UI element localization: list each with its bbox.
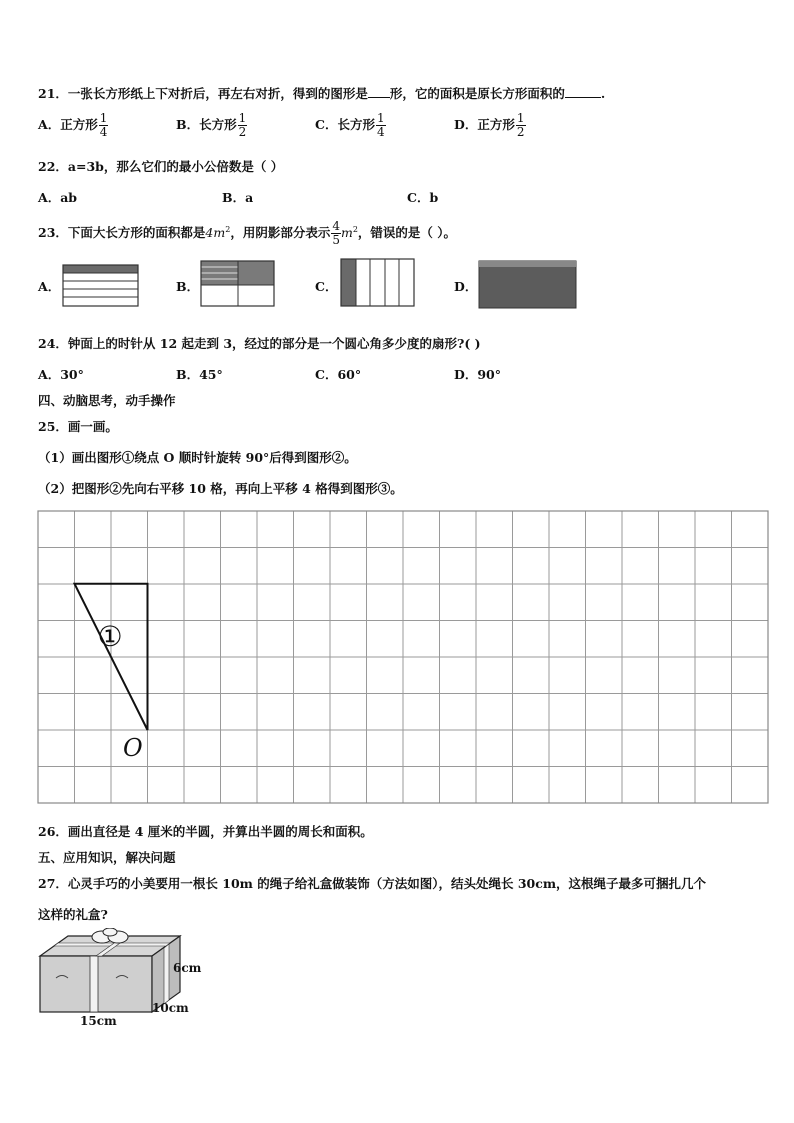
shaded-strip [341, 259, 356, 306]
section-heading: 四、动脑思考，动手操作 [38, 393, 176, 408]
q23-option-b[interactable]: B． [176, 279, 200, 294]
q23-figure-b [200, 260, 276, 308]
q27-stem-line1: 27．心灵手巧的小美要用一根长 10m 的绳子给礼盒做装饰（方法如图），结头处绳长 30cm，这根绳子最多可捆扎几个 [38, 876, 707, 891]
q24-option-b[interactable]: B．45° [176, 367, 223, 382]
q26-stem: 26．画出直径是 4 厘米的半圆，并算出半圆的周长和面积。 [38, 824, 373, 839]
q23-option-c[interactable]: C． [315, 279, 338, 294]
section-heading: 五、应用知识，解决问题 [38, 850, 176, 865]
fraction: $\frac{1}{4}$ [376, 111, 385, 139]
q23-option-d[interactable]: D． [454, 279, 478, 294]
fraction: $\frac{1}{2}$ [238, 111, 247, 139]
dimension-height: 6cm [173, 961, 202, 975]
q24-option-d[interactable]: D．90° [454, 367, 501, 382]
q22-option-c[interactable]: C．b [407, 190, 439, 205]
q21-option-c[interactable]: C．长方形 $\frac{1}{4}$ [315, 111, 385, 139]
answer-blank[interactable] [368, 85, 390, 98]
answer-blank[interactable] [565, 85, 601, 98]
dimension-length: 15cm [80, 1014, 117, 1028]
q22-option-b[interactable]: B．a [222, 190, 254, 205]
q22-stem: 22．a=3b，那么它们的最小公倍数是（ ） [38, 159, 284, 174]
q21-option-d[interactable]: D．正方形 $\frac{1}{2}$ [454, 111, 525, 139]
ribbon-vertical [90, 956, 98, 1012]
q23-option-a[interactable]: A． [38, 279, 61, 294]
fraction: $\frac{4}{5}$ [332, 219, 340, 247]
q24-option-a[interactable]: A．30° [38, 367, 84, 382]
dimension-width: 10cm [152, 1001, 189, 1015]
fraction: $\frac{1}{2}$ [516, 111, 525, 139]
q23-figure-d [478, 260, 578, 310]
q23-stem: 23．下面大长方形的面积都是$4m^2$，用阴影部分表示 $\frac{4}{5}$ $m^2$，错误的是（ ）。 [38, 219, 457, 247]
q23-figure-a [62, 264, 140, 308]
bow-loop [103, 928, 117, 936]
q21-option-b[interactable]: B．长方形 $\frac{1}{2}$ [176, 111, 247, 139]
shaded-strip [63, 265, 138, 273]
ribbon-side [164, 944, 169, 1004]
gift-box-figure [36, 928, 216, 1028]
q24-stem: 24．钟面上的时针从 12 起走到 3，经过的部分是一个圆心角多少度的扇形?( ) [38, 336, 481, 351]
drawing-grid[interactable] [37, 510, 771, 806]
point-o-label: O [123, 734, 143, 762]
q21-option-a[interactable]: A．正方形 $\frac{1}{4}$ [38, 111, 108, 139]
q25-part2: （2）把图形②先向右平移 10 格，再向上平移 4 格得到图形③。 [38, 481, 403, 496]
fraction: $\frac{1}{4}$ [99, 111, 108, 139]
figure-1-label: ① [97, 620, 123, 653]
q25-part1: （1）画出图形①绕点 O 顺时针旋转 90°后得到图形②。 [38, 450, 357, 465]
q24-option-c[interactable]: C．60° [315, 367, 362, 382]
q27-stem-line2: 这样的礼盒? [38, 907, 108, 922]
shaded-strip [479, 261, 576, 267]
q23-figure-c [340, 258, 416, 308]
q22-option-a[interactable]: A．ab [38, 190, 78, 205]
q25-stem: 25．画一画。 [38, 419, 118, 434]
shaded-area [479, 261, 576, 308]
q21-stem: 21．一张长方形纸上下对折后，再左右对折，得到的图形是 形，它的面积是原长方形面积的 . [38, 86, 606, 101]
